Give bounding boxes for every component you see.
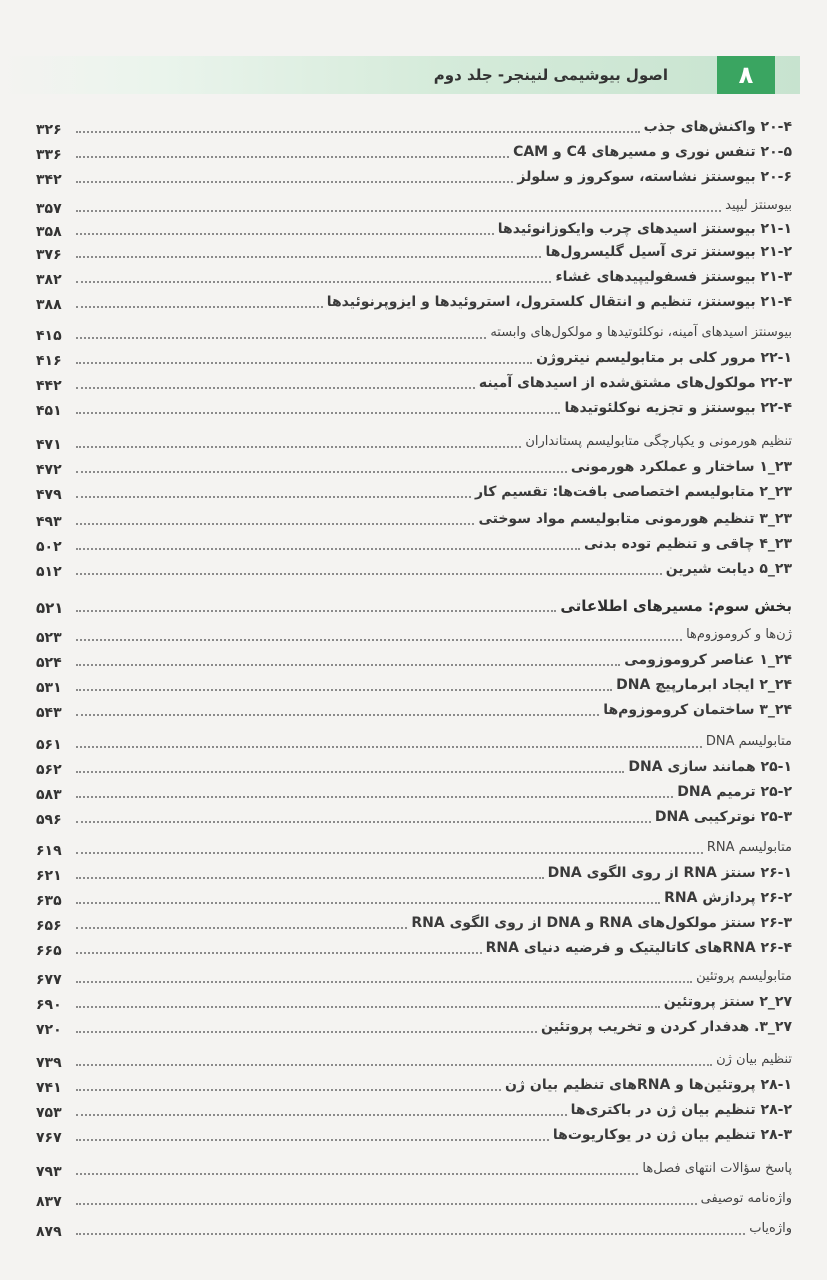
dot-leader [76,1173,638,1175]
toc-label: ۲۷_۲ سنتز پروتئین [663,994,792,1010]
dot-leader [76,306,323,308]
dot-leader [76,1064,712,1066]
toc-label: متابولیسم RNA [706,840,792,855]
toc-page-number: ۷۳۹ [36,1055,62,1071]
toc-entry [36,1099,792,1121]
toc-section [36,1158,792,1180]
toc-page-number: ۵۶۱ [36,737,62,753]
toc-label: ۲۳_۳ تنظیم هورمونی متابولیسم مواد سوختی [478,511,792,527]
toc-page-number: ۳۵۷ [36,201,62,217]
toc-page-number: ۶۵۶ [36,918,62,934]
page-number: ۸ [717,56,775,94]
toc-entry [36,558,792,580]
toc-page-number: ۵۲۳ [36,630,62,646]
toc-page-number: ۳۳۶ [36,147,62,163]
toc-page-number: ۵۸۳ [36,787,62,803]
toc-page-number: ۴۱۶ [36,353,62,369]
toc-entry [36,781,792,803]
toc-entry [36,674,792,696]
toc-page-number: ۵۳۱ [36,680,62,696]
toc-label: متابولیسم DNA [705,734,792,749]
toc-page-number: ۳۸۸ [36,297,62,313]
toc-entry [36,291,792,313]
toc-page-number: ۳۲۶ [36,122,62,138]
toc-page-number: ۷۴۱ [36,1080,62,1096]
toc-label: ۲۰-۵ تنفس نوری و مسیرهای C4 و CAM [513,144,792,160]
dot-leader [76,902,660,904]
toc-label: ۲۵-۲ ترمیم DNA [677,784,792,800]
toc-entry [36,533,792,555]
toc-entry [36,481,792,503]
dot-leader [76,523,474,525]
toc-entry [36,912,792,934]
toc-label: ۲۳_۵ دیابت شیرین [665,561,792,577]
dot-leader [76,1089,501,1091]
toc-label: بخش سوم: مسیرهای اطلاعاتی [560,597,792,615]
toc-label: ۲۸-۲ تنظیم بیان ژن در باکتری‌ها [570,1102,792,1118]
dot-leader [76,1233,745,1235]
dot-leader [76,852,703,854]
toc-page-number: ۴۴۲ [36,378,62,394]
toc-section [36,731,792,753]
toc-page-number: ۵۶۲ [36,762,62,778]
toc-label: ۲۸-۳ تنظیم بیان ژن در یوکاریوت‌ها [552,1127,792,1143]
toc-page-number: ۳۷۶ [36,247,62,263]
toc-label: تنظیم بیان ژن [716,1052,792,1067]
toc-section [36,1218,792,1240]
toc-entry [36,1074,792,1096]
toc-page-number: ۵۰۲ [36,539,62,555]
toc-entry [36,887,792,909]
dot-leader [76,573,662,575]
dot-leader [76,927,407,929]
dot-leader [76,387,475,389]
toc-label: ۲۶-۱ سنتز RNA از روی الگوی DNA [547,865,792,881]
toc-page-number: ۴۷۹ [36,487,62,503]
dot-leader [76,210,721,212]
dot-leader [76,1203,697,1205]
dot-leader [76,181,513,183]
toc-label: ۲۸-۱ پروتئین‌ها و RNAهای تنظیم بیان ژن [505,1077,792,1093]
toc-page-number: ۴۷۲ [36,462,62,478]
toc-label: واژه‌نامه توصیفی [700,1191,792,1206]
toc-label: ۲۲-۱ مرور کلی بر متابولیسم نیتروژن [536,350,792,366]
toc-section [36,1188,792,1210]
toc-label: تنظیم هورمونی و یکپارچگی متابولیسم پستانداران [525,434,792,449]
toc-label: پاسخ سؤالات انتهای فصل‌ها [642,1161,792,1176]
toc-page-number: ۳۵۸ [36,224,62,240]
toc-page-number: ۶۳۵ [36,893,62,909]
toc-label: ۲۲-۳ مولکول‌های مشتق‌شده از اسیدهای آمینه [478,375,792,391]
toc-entry [36,347,792,369]
toc-label: ۲۱-۱ بیوسنتز اسیدهای چرب وایکوزانوئیدها [497,221,792,237]
toc-entry [36,699,792,721]
dot-leader [76,281,551,283]
toc-page-number: ۶۶۵ [36,943,62,959]
toc-page-number: ۳۸۲ [36,272,62,288]
toc-label: ۲۷_۳. هدفدار کردن و تخریب پروتئین [540,1019,792,1035]
dot-leader [76,877,544,879]
toc-label: ۲۵-۱ همانند سازی DNA [628,759,792,775]
toc-entry [36,372,792,394]
toc-label: ۲۶-۴ RNAهای کاتالیتیک و فرضیه دنیای RNA [485,940,792,956]
toc-label: ۲۰-۴ واکنش‌های جذب [643,119,792,135]
toc-entry [36,649,792,671]
dot-leader [76,796,673,798]
toc-entry [36,991,792,1013]
toc-label: بیوسنتز لیپید [725,198,792,213]
toc-section [36,966,792,988]
toc-entry [36,937,792,959]
dot-leader [76,639,682,641]
toc-page-number: ۶۹۰ [36,997,62,1013]
dot-leader [76,446,521,448]
toc-label: ۲۱-۲ بیوسنتز تری آسیل گلیسرول‌ها [545,244,792,260]
dot-leader [76,714,599,716]
toc-entry [36,141,792,163]
toc-page-number: ۳۴۲ [36,172,62,188]
toc-page-number: ۴۵۱ [36,403,62,419]
toc-entry [36,397,792,419]
toc-entry [36,218,792,240]
toc-label: ۲۶-۳ سنتز مولکول‌های RNA و DNA از روی الگوی RNA [411,915,792,931]
toc-page-number: ۵۲۴ [36,655,62,671]
toc-page-number: ۷۲۰ [36,1022,62,1038]
toc-page-number: ۴۱۵ [36,328,62,344]
toc-page-number: ۴۹۳ [36,514,62,530]
toc-label: ۲۶-۲ پردازش RNA [664,890,792,906]
toc-section [36,431,792,453]
toc-page-number: ۷۵۳ [36,1105,62,1121]
toc-section [36,195,792,217]
toc-entry [36,1016,792,1038]
toc-page-number: ۶۷۷ [36,972,62,988]
toc-entry [36,862,792,884]
dot-leader [76,981,692,983]
toc-page-number: ۵۱۲ [36,564,62,580]
toc-page-number: ۴۷۱ [36,437,62,453]
dot-leader [76,412,560,414]
toc-label: واژه‌یاب [749,1221,792,1236]
toc-entry [36,756,792,778]
toc-entry [36,116,792,138]
dot-leader [76,156,509,158]
dot-leader [76,1139,549,1141]
dot-leader [76,233,494,235]
toc-entry [36,241,792,263]
dot-leader [76,131,640,133]
dot-leader [76,689,612,691]
dot-leader [76,496,471,498]
dot-leader [76,1114,567,1116]
toc-page-number: ۵۴۳ [36,705,62,721]
toc-page-number: ۵۹۶ [36,812,62,828]
toc-label: ۲۱-۳ بیوسنتز فسفولیپیدهای غشاء [555,269,792,285]
toc-page-number: ۸۳۷ [36,1194,62,1210]
toc-page-number: ۶۱۹ [36,843,62,859]
toc-entry [36,166,792,188]
toc-label: ۲۳_۴ چاقی و تنظیم توده بدنی [584,536,792,552]
toc-part [36,595,792,617]
toc-page-number: ۷۶۷ [36,1130,62,1146]
dot-leader [76,664,620,666]
dot-leader [76,1006,660,1008]
toc-page-number: ۷۹۳ [36,1164,62,1180]
dot-leader [76,771,624,773]
toc-label: متابولیسم پروتئین [696,969,792,984]
dot-leader [76,548,580,550]
toc-entry [36,806,792,828]
toc-label: ژن‌ها و کروموزوم‌ها [686,627,792,642]
toc-label: ۲۳_۱ ساختار و عملکرد هورمونی [570,459,792,475]
toc-label: ۲۳_۲ متابولیسم اختصاصی بافت‌ها: تقسیم کار [474,484,792,500]
dot-leader [76,821,651,823]
toc-label: بیوسنتز اسیدهای آمینه، نوکلئوتیدها و مولکول‌های وابسته [490,325,792,340]
toc-entry [36,456,792,478]
toc-section [36,624,792,646]
dot-leader [76,362,532,364]
toc-entry [36,266,792,288]
toc-label: ۲۰-۶ بیوسنتز نشاسته، سوکروز و سلولز [517,169,792,185]
dot-leader [76,256,541,258]
toc-entry [36,508,792,530]
toc-entry [36,1124,792,1146]
toc-page-number: ۶۲۱ [36,868,62,884]
dot-leader [76,746,702,748]
toc-page-number: ۵۲۱ [36,599,64,617]
toc-section [36,837,792,859]
toc-page-number: ۸۷۹ [36,1224,62,1240]
toc-label: ۲۱-۴ بیوسنتز، تنظیم و انتقال کلسترول، استروئیدها و ایزوپرنوئیدها [326,294,792,310]
toc-section [36,1049,792,1071]
dot-leader [76,337,486,339]
toc-label: ۲۲-۴ بیوسنتز و تجزیه نوکلئوتیدها [564,400,792,416]
dot-leader [76,1031,537,1033]
toc-label: ۲۴_۱ عناصر کروموزومی [624,652,792,668]
book-title: اصول بیوشیمی لنینجر- جلد دوم [433,66,668,84]
dot-leader [76,471,567,473]
toc-label: ۲۴_۳ ساختمان کروموزوم‌ها [603,702,792,718]
dot-leader [76,952,482,954]
toc-label: ۲۴_۲ ایجاد ابرمارپیچ DNA [616,677,792,693]
toc-section [36,322,792,344]
toc-label: ۲۵-۳ نوترکیبی DNA [654,809,792,825]
dot-leader [76,610,556,612]
